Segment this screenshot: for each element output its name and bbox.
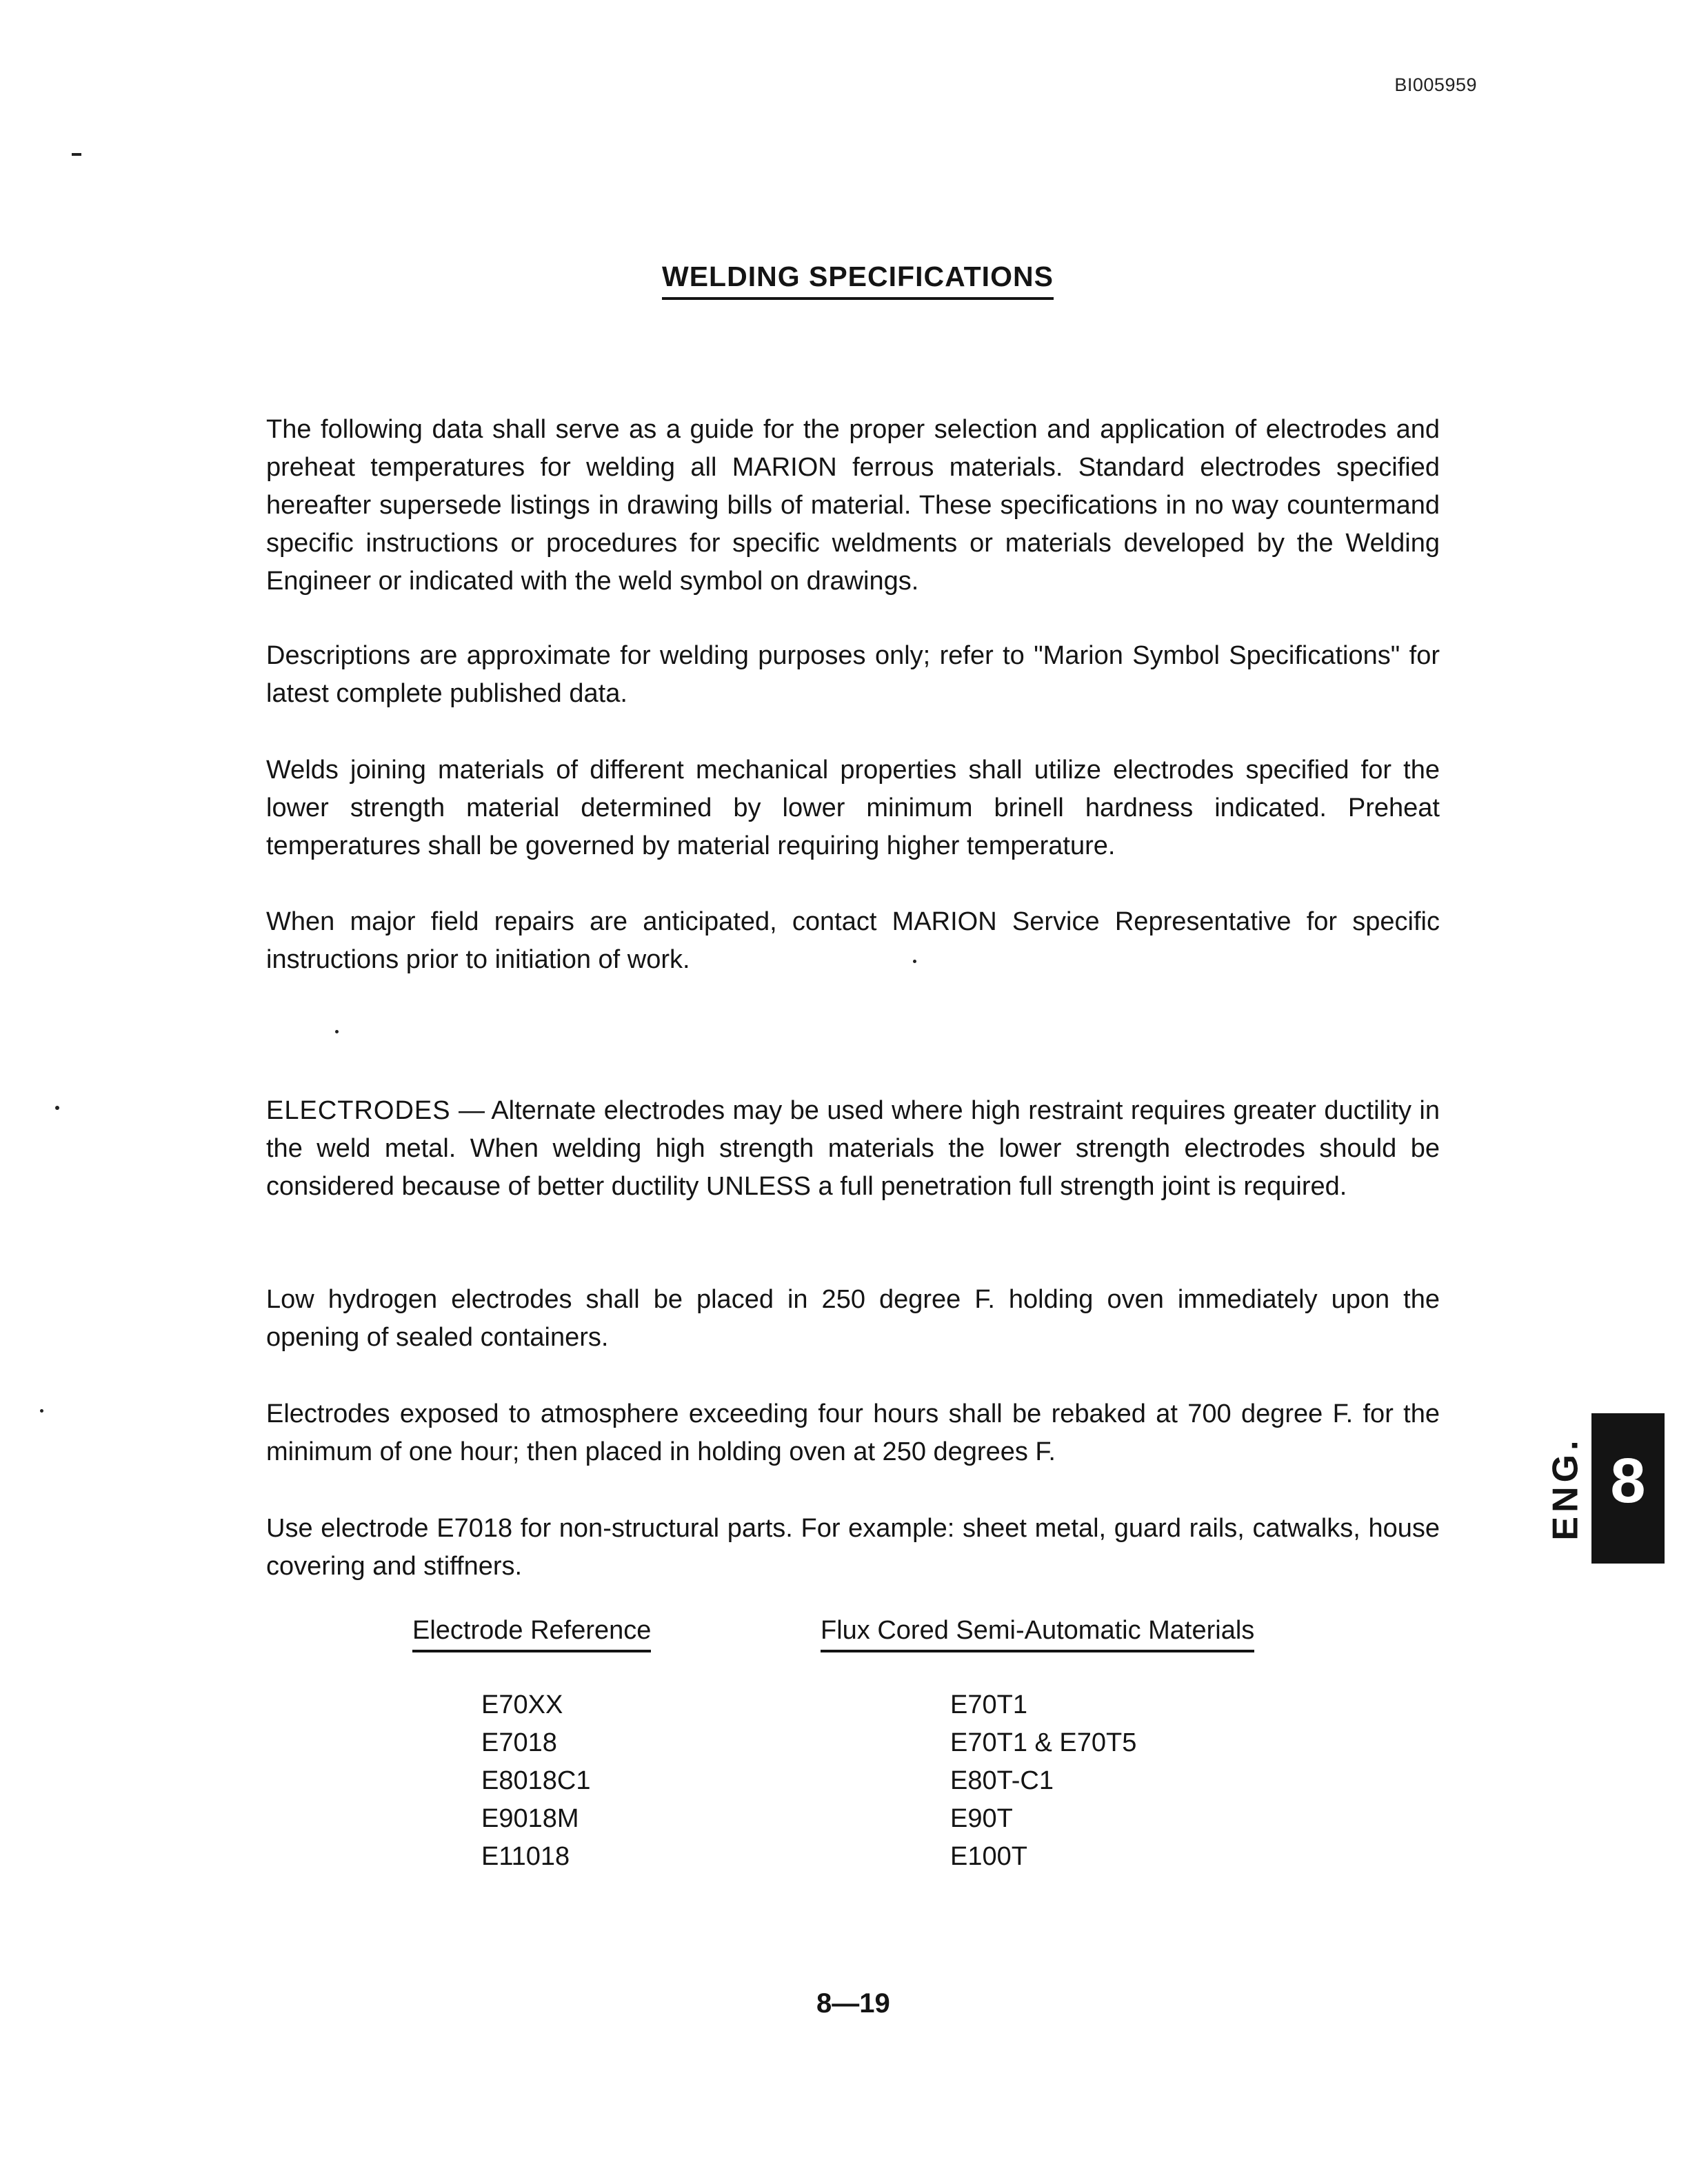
list-item: E70XX [481,1690,563,1719]
list-item: E80T-C1 [950,1766,1054,1795]
list-item: E70T1 & E70T5 [950,1728,1137,1757]
rebake-paragraph: Electrodes exposed to atmosphere exceeding four hours shall be rebaked at 700 degree F. for the minimum of one hour; then placed in holding oven at 250 degrees F. [266,1399,1440,1466]
electrode-reference-header: Electrode Reference [412,1616,651,1652]
non-structural-paragraph: Use electrode E7018 for non-structural parts. For example: sheet metal, guard rails, catwalks, house covering and stiffners. [266,1514,1440,1581]
descriptions-paragraph: Descriptions are approximate for welding purposes only; refer to "Marion Symbol Specifications" for latest complete published data. [266,641,1440,708]
section-tab-number: 8 [1591,1413,1665,1564]
field-repairs-paragraph: When major field repairs are anticipated, contact MARION Service Representative for specific instructions prior to initiation of work. [266,907,1440,974]
list-item: E9018M [481,1804,579,1833]
electrodes-dash: — [450,1096,492,1125]
electrodes-paragraph [266,1092,1440,1206]
document-id: BI005959 [1394,74,1477,95]
electrodes-label: ELECTRODES [266,1096,451,1125]
list-item: E11018 [481,1842,570,1871]
scan-speck [55,1106,59,1110]
margin-mark [72,153,81,156]
list-item: E8018C1 [481,1766,591,1795]
flux-cored-list [950,1686,1136,1876]
list-item: E7018 [481,1728,557,1757]
list-item: E70T1 [950,1690,1027,1719]
section-tab [1543,1413,1665,1564]
welds-joining-paragraph: Welds joining materials of different mechanical properties shall utilize electrodes specified for the lower strength material determined by lower minimum brinell hardness indicated. Preheat temperatures shall be governed by material requiring higher temperature. [266,756,1440,860]
page-title: WELDING SPECIFICATIONS [662,261,1054,300]
section-tab-text: ENG. [1546,1436,1587,1541]
scan-speck [40,1409,43,1413]
scan-speck [335,1030,339,1033]
electrodes-text: Alternate electrodes may be used where high restraint requires greater ductility in the weld metal. When welding high strength materials the lower strength electrodes should be considered because of better ductility UNLESS a full penetration full strength joint is required. [266,1096,1440,1201]
intro-paragraph: The following data shall serve as a guide for the proper selection and application of electrodes and preheat temperatures for welding all MARION ferrous materials. Standard electrodes specified hereafter supersede listings in drawing bills of material. These specifications in no way countermand specific instructions or procedures for specific weldments or materials developed by the Welding Engineer or indicated with the weld symbol on drawings. [266,415,1440,596]
list-item: E100T [950,1842,1027,1871]
low-hydrogen-paragraph: Low hydrogen electrodes shall be placed in 250 degree F. holding oven immediately upon the opening of sealed containers. [266,1285,1440,1352]
section-tab-label [1543,1413,1589,1564]
page-number: 8—19 [816,1988,890,2019]
list-item: E90T [950,1804,1013,1833]
flux-cored-header: Flux Cored Semi-Automatic Materials [821,1616,1254,1652]
electrode-reference-list [481,1686,590,1876]
